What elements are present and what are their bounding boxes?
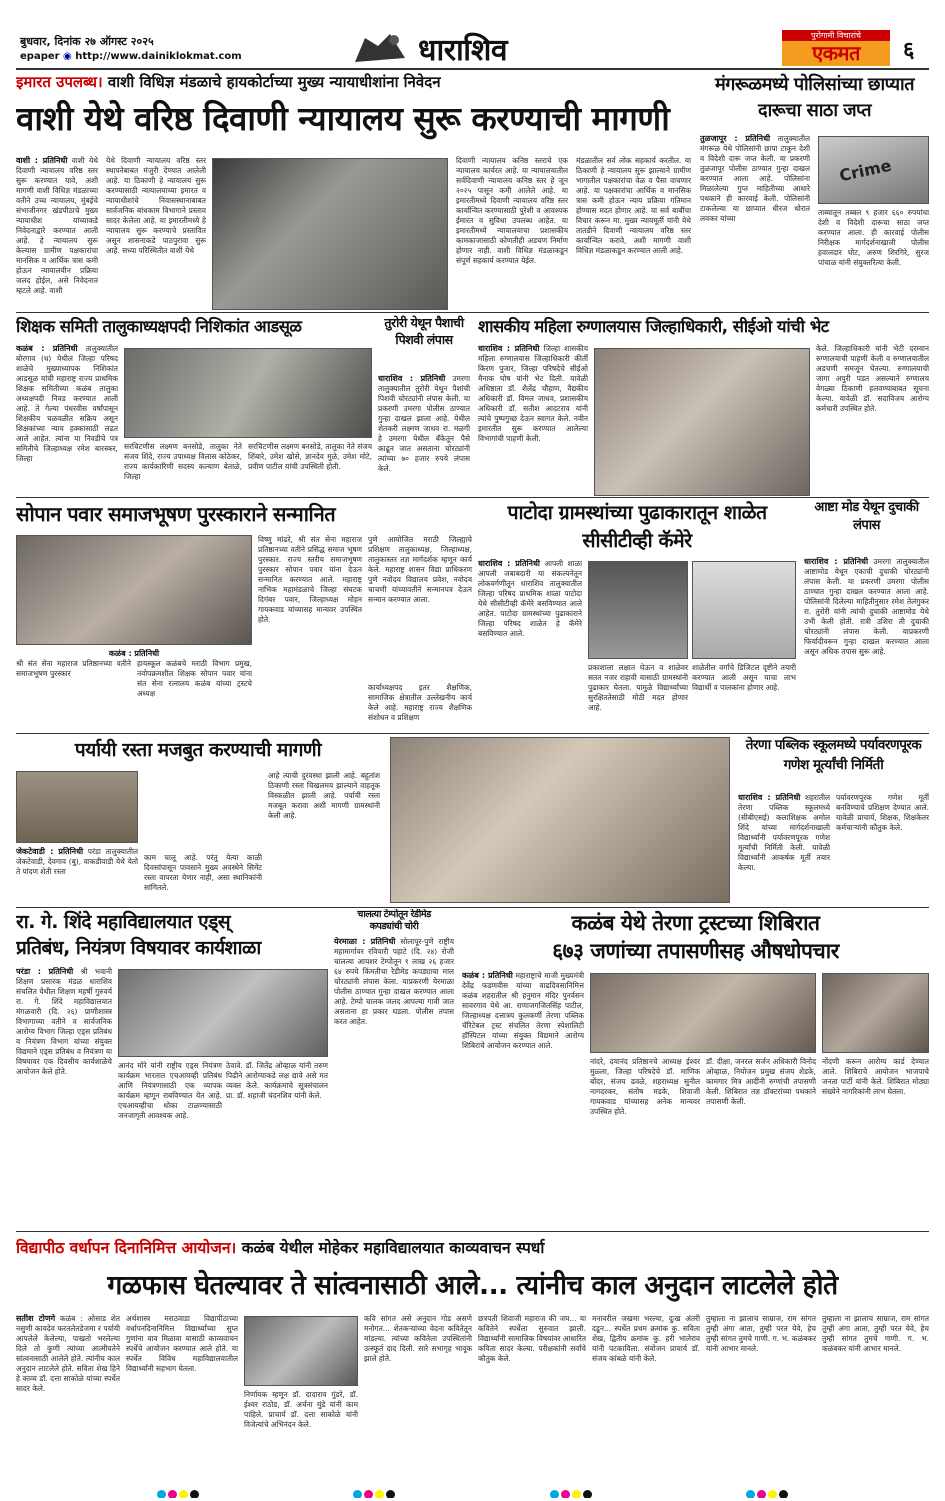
bottom-banner	[16, 1236, 929, 1260]
byline: वाशी : प्रतिनिधी	[16, 156, 68, 165]
byline: परंडा : प्रतिनिधी	[16, 967, 74, 976]
body: तालुक्यातील बोरगाव (ध) येथील जिल्हा परिषद शाळेचे मुख्याध्यापक निशिकांत आडसूळ यांची महाराष्ट्र राज्य प्राथमिक शिक्षक समितीच्या कळंब तालुका अध्यक्षपदी निवड करण्यात आली आहे. ते गेल्या पंधरवीस वर्षांपासून शिक्षकीय चळवळीत सक्रिय असून शिक्षकांच्या न्याय हक्कासाठी लढत आले आहेत. त्यांना या निवडीचे पत्र समितीचे जिल्हाध्यक्ष रमेश बारस्कर, जिल्हा	[16, 344, 118, 463]
banner-kicker: विद्यापीठ वर्धापन दिनानिमित्त आयोजन।	[16, 1239, 237, 1257]
photo-cctv-camera	[692, 561, 796, 659]
column-3: ठेवावे. डॉ. जितेंद्र ओव्हाळ यांनी तरुण पिढीने आरोग्याकडे लक्ष द्यावे असे मत व्यक्त केले. कार्यक्रमाचे सूत्रसंचालन प्रा. डॉ. शहाजी चंदनशिव यांनी केले.	[226, 1061, 328, 1100]
body: परंडा तालुक्यातील जेकटेवाडी, देवगाव (बु), वाकडीवाडी येथे येतो ते पांदण शेती रस्ता	[16, 847, 138, 876]
headline-line-2: ६७३ जणांच्या तपासणीसह औषधोपचार	[552, 939, 839, 963]
headline: आष्टा मोड येथून दुचाकी लंपास	[814, 500, 919, 533]
column-2: आनंद मोरे यांनी राष्ट्रीय एड्स नियंत्रण कार्यक्रम भारतात एचआयव्ही प्रतिबंध आणि नियंत्रणासाठी एक व्यापक कार्यक्रम म्हणून राबविण्यात येत आहे. एचआयव्हीचा धोका टाळण्यासाठी जनजागृती आवश्यक आहे.	[118, 1061, 222, 1120]
page-number: ६	[903, 38, 914, 63]
column-7: तुम्हाला ना झालाच साम्राज, राम सांगत तुम्ही अंगा आता, तुम्ही परत येवे, हेच तुम्ही सांगत तुमचे गाणी. ग. भ. कळंबकर यांनी आभार मानले.	[706, 1314, 816, 1353]
body: सोलापूर-पुणे राष्ट्रीय महामार्गावर रविवारी पहाटे (दि. २४) रोजी चालत्या आयशर टेम्पोतून १ लाख २६ हजार ६४ रुपये किंमतीचा रेडीमेड कपड्याचा माल चोरट्यांनी लंपास केला. याप्रकरणी येरमाळा पोलीस ठाण्यात गुन्हा दाखल करण्यात आला आहे. टेम्पो चालक जलद आपल्या गावी जात असताना हा प्रकार घडला. पोलीस तपास करत आहेत.	[334, 937, 454, 1026]
body-column	[804, 557, 929, 731]
column-1	[478, 559, 582, 731]
photo-patients	[822, 973, 929, 1053]
column-4: नोंदणी करून आरोग्य कार्ड देण्यात आले. शिबिराचे आयोजन भाजपाचे जनता पार्टी यांनी केले. शिबिरात मोठ्या संख्येने नागरिकांनी लाभ घेतला.	[822, 1057, 929, 1096]
byline: धाराशिव : प्रतिनिधी	[378, 374, 446, 383]
registration-dot	[561, 1490, 570, 1498]
section-name: धाराशिव	[418, 33, 508, 68]
photo-crime-tape	[818, 136, 929, 204]
column-1	[16, 344, 118, 496]
article-award	[16, 499, 472, 731]
color-dot-group	[352, 1484, 396, 1498]
article-cctv	[478, 499, 796, 731]
brand-name: एकमत	[812, 41, 860, 65]
article-liquor-raid	[700, 72, 929, 310]
byline: कळंब : प्रतिनिधी	[462, 971, 513, 980]
column-4: कवि सांगत असे अनुदान गोड असणे मनोगत... शेतकऱ्यांच्या वेदना कवितेतून मांडल्या. त्यांच्या कवितेला उपस्थितांनी उत्स्फूर्त दाद दिली. सारे सभागृह भावूक झाले होते.	[364, 1314, 472, 1363]
column-2: पर्यावरणपूरक गणेश मूर्ती बनविण्याचे प्रशिक्षण देण्यात आले. यावेळी प्राचार्य, शिक्षक, शिक्षकेतर कर्मचाऱ्यांनी कौतुक केले.	[836, 793, 929, 832]
byline: येरमाळा : प्रतिनिधी	[334, 937, 396, 946]
color-dot-group	[745, 1484, 789, 1498]
article-clothes-theft	[334, 909, 454, 1229]
body: आपली शाळा आपली जबाबदारी या संकल्पनेतून लोकवर्गणीतून धाराशिव तालुक्यातील जिल्हा परिषद प्राथमिक शाळा पाटोदा येथे सीसीटीव्ही कॅमेरे बसविण्यात आले आहेत. पाटोदा ग्रामस्थांच्या पुढाकाराने जिल्हा परिषद शाळेत हे कॅमेरे बसविण्यात आले.	[478, 559, 582, 638]
photo-students-ganesh-idols	[390, 737, 730, 903]
headline: तुरोरी येथून पैशाची पिशवी लंपास	[384, 315, 464, 347]
color-dots	[0, 1484, 945, 1498]
headline: गळफास घेतल्यावर ते सांत्वनासाठी आले... त्यांनीच काल अनुदान लाटलेले होते	[107, 1270, 838, 1301]
masthead	[0, 0, 945, 70]
photo-poetry-competition	[244, 1316, 358, 1386]
photo-cctv-screen	[588, 561, 688, 659]
body-column	[378, 374, 470, 496]
column-1	[16, 1314, 120, 1482]
registration-dot	[168, 1490, 177, 1498]
body: उमरगा तालुक्यातील तुरोरी येथून पैशांची पिशवी चोरट्यांनी लंपास केली. या प्रकरणी उमरगा पोलीस ठाण्यात गुन्हा दाखल झाला आहे. येथील शेतकरी लक्ष्मण जाधव रा. मळगी हे उमरगा येथील बँकेतून पैसे काढून जात असताना चोरट्यांनी त्यांच्या ७० हजार रुपये लंपास केले.	[378, 374, 470, 473]
body: तालुक्यातील मंगरूळ येथे पोलिसांनी छापा टाकून देशी व विदेशी दारू जप्त केली. या प्रकरणी तुळजापूर पोलीस ठाण्यात गुन्हा दाखल करण्यात आला आहे. पोलिसांना मिळालेल्या गुप्त माहितीच्या आधारे पथकाने ही कारवाई केली. पोलिसांनी टाकलेल्या या छाप्यात धीरज थोरात लवकर यांच्या	[700, 134, 810, 223]
color-dot-group	[549, 1484, 593, 1498]
headline: तेरणा पब्लिक स्कूलमध्ये पर्यावरणपूरक गणेश मूर्त्यांची निर्मिती	[745, 737, 922, 773]
article-aids-workshop	[16, 909, 328, 1229]
column-1	[478, 344, 588, 496]
column-4: कार्याध्यक्षपद इतर शैक्षणिक, सामाजिक क्षेत्रातील उल्लेखनीय कार्य केले आहे. महाराष्ट्र राज्य शैक्षणिक संशोधन व प्रशिक्षण	[368, 683, 472, 722]
article-bike-theft	[804, 499, 929, 731]
article-teacher-committee	[16, 314, 372, 496]
byline: जेकटेवाडी : प्रतिनिधी	[16, 847, 84, 856]
headline: शासकीय महिला रुग्णालयास जिल्हाधिकारी, सीईओ यांची भेट	[478, 317, 829, 336]
epaper-label: epaper	[20, 51, 60, 62]
section-logo-icon	[350, 28, 410, 66]
caption-col-2: हायस्कूल कळंबचे मराठी विभाग प्रमुख, नवोपक्रमशील शिक्षक सोपान पवार यांना संत सेना रत्नालय कळंब यांच्या ट्रस्टचे अध्यक्ष	[137, 659, 252, 698]
body: श्री भवानी शिक्षण प्रसारक मंडळ धाराशिव संचलित येथील शिक्षण महर्षी गुरुवर्य रा. गे. शिंदे महाविद्यालयात मंगळवारी (दि. २६) प्राणीशास्त्र विभागाच्या वतीने व सार्वजनिक आरोग्य विभाग जिल्हा एड्स प्रतिबंध व नियंत्रण विभाग यांच्या संयुक्त विद्यमाने एड्स प्रतिबंध व नियंत्रण या विषयावर एक दिवसीय कार्यशाळेचे आयोजन केले होते.	[16, 967, 112, 1076]
registration-dot	[157, 1490, 166, 1498]
column-4: मंडळातील सर्व लोक सहकार्य करतील. या ठिकाणी हे न्यायालय सुरू झाल्याने ग्रामीण भागातील पक्षकारांचा वेळ व पैसा वाचणार आहे. या पक्षकारांचा आर्थिक व मानसिक त्रास कमी होऊन न्याय प्रक्रिया गतिमान होण्यास मदत होणार आहे. या सर्व बाबींचा विचार करून मा. मुख्य न्यायमूर्ती यांनी येथे तातडीने दिवाणी न्यायालय वरिष्ठ स्तर कार्यान्वित करावे, अशी मागणी वाशी विधिज्ञ मंडळाकडून करण्यात आली आहे.	[576, 156, 691, 255]
column-2: प्रकाशाला लक्षात घेऊन व शाळेवर सतत नजर राहावी यासाठी ग्रामस्थांनी पुढाकार घेतला. यामुळे विद्यार्थ्यांच्या सुरक्षिततेसाठी मोठी मदत होणार आहे.	[588, 663, 688, 712]
top-banner	[16, 72, 691, 94]
column-3: सरचिटणीस लक्ष्मण बनसोडे, तालुका नेते संजय शिंबारे, उमेश खोसे, ज्ञानदेव मुळे, उमेश मोटे, प्रवीण पाटील यांची उपस्थिती होती.	[248, 442, 372, 471]
byline: धाराशिव : प्रतिनिधी	[738, 793, 801, 802]
article-road	[16, 735, 380, 905]
article-health-camp	[462, 909, 929, 1229]
headline-line-2: प्रतिबंध, नियंत्रण विषयावर कार्यशाळा	[16, 937, 261, 959]
brand-box	[782, 30, 890, 66]
article-poetry	[16, 1262, 929, 1482]
column-3: आहे त्याची दुरवस्था झाली आहे. बहुतांश ठिकाणी रस्ता चिखलमय झाल्याने वाहतूक विस्कळीत झाली आहे. पर्यायी रस्ता मजबूत करावा अशी मागणी ग्रामस्थांनी केली आहे.	[268, 771, 380, 820]
registration-dot	[768, 1490, 777, 1498]
photo-teacher-felicitation	[124, 348, 372, 438]
article-hospital-visit	[478, 314, 929, 496]
body: कळंब : ओसाड शेत नसुणी कायदेव फरतलेतडेजमा र पर्यायी आपलेले केलेल्या, पाखतो भरलेल्या दिले तो कुणी त्यांच्या आत्मीयतेने सांत्वनासाठी आलेले होते. त्यांनीच काल अनुदान लाटलेले होते. सविता शेख हिने हे काव्य डॉ. दत्ता साकोळे यांच्या स्पर्धेत सादर केले.	[16, 1314, 120, 1393]
column-2: येथे दिवाणी न्यायालय वरिष्ठ स्तर स्थापनेबाबत मंजुरी देण्यात आलेली आहे. या ठिकाणी हे न्यायालय सुरू करण्यासाठी न्यायालयाच्या इमारत व न्यायाधीशांचे निवासस्थानाबाबत सार्वजनिक बांधकाम विभागाने प्रस्ताव सादर केलेला आहे. या इमारतीमध्ये हे न्यायालय सुरू करण्याचे प्रस्तावित असून शासनाकडे पाठपुरावा सुरू आहे. सध्या परिस्थितीत वाशी येथे	[106, 156, 206, 255]
footer-registration-marks	[0, 1484, 945, 1498]
registration-dot	[757, 1490, 766, 1498]
column-5: छत्रपती शिवाजी महाराज की जय... या कवितेने स्पर्धेला सुरुवात झाली. विद्यार्थ्यांनी सामाजिक विषयांवर आधारित कविता सादर केल्या. परीक्षकांनी सर्वांचे कौतुक केले.	[478, 1314, 586, 1363]
banner-kicker: इमारत उपलब्ध।	[16, 73, 103, 91]
headline-line-1: रा. गे. शिंदे महाविद्यालयात एड्स्	[16, 911, 231, 933]
column-3: दिवाणी न्यायालय कनिष्ठ स्तराचे एक न्यायालय कार्यरत आहे. या न्यायालयातील सर्वदिवाणी न्यायालय कनिष्ठ स्तर हे जून २०२५ पासून कमी आलेले आहे. या इमारतीमध्ये दिवाणी न्यायालय वरिष्ठ स्तर कार्यान्वित करण्यासाठी पुरेशी व आवश्यक ईमारत व सुविधा उपलब्ध आहेत. या इमारतीमध्ये न्यायालयाचा प्रशासकीय कामकाजासाठी कोणतीही अडचण निर्माण होणार नाही. वाशी विधिज्ञ मंडळाकडून संपूर्ण सहकार्य करण्यात येईल.	[456, 156, 568, 265]
crime-icon: Crime	[837, 155, 894, 186]
headline-line-1: कळंब येथे तेरणा ट्रस्टच्या शिबिरात	[571, 911, 820, 935]
website-link[interactable]: http://www.dainiklokmat.com	[75, 51, 242, 62]
column-3: निर्णायक म्हणून डॉ. दादाराव गुंडरे, डॉ. ईश्वर राठोड, डॉ. अर्चना मुंडे यांनी काम पाहिले. प्राचार्य डॉ. दत्ता साकोळे यांनी विजेत्यांचे अभिनंदन केले.	[244, 1390, 358, 1429]
column-1	[16, 156, 98, 310]
byline: कळंब : प्रतिनिधी	[108, 649, 160, 658]
headline: सोपान पवार समाजभूषण पुरस्काराने सन्मानित	[16, 502, 336, 526]
column-1	[16, 967, 112, 1229]
column-8: तुम्हाला ना झालाच साम्राज, राम सांगत तुम्ही अंगा आता, तुम्ही परत येवे, हेच तुम्ही सांगत तुमचे गाणी. ग. भ. कळंबकर यांनी आभार मानले.	[822, 1314, 929, 1353]
registration-dot	[353, 1490, 362, 1498]
column-2: ताब्यातून तब्बल ९ हजार ६६० रुपयांचा देशी व विदेशी दारूचा साठा जप्त करण्यात आला. ही कारवाई पोलीस निरीक्षक मार्गदर्शनाखाली पोलीस हवालदार घोट, अरुण शिरगिरे, सुरज पांचाळ यांनी संयुक्तरित्या केली.	[818, 208, 929, 267]
byline: धाराशिव : प्रतिनिधी	[478, 559, 540, 568]
column-3: पुणे आयोजित मराठी जिल्ह्याचे प्रशिक्षण तालुकाध्यक्ष, जिल्हाध्यक्ष, तालुकास्तर तज्ञ मार्गदर्शक म्हणून कार्य केले. महाराष्ट्र शासन विद्या प्राधिकरण पुणे नवोदय विद्यालय प्रवेश, नवोदय चाचणी यांच्यावतीने सन्मानपत्र देऊन सन्मान करण्यात आला.	[368, 535, 472, 604]
column-6: मनावरील जखमा भरल्या, दुःख अंतरी दडून... स्पर्धेत प्रथम क्रमांक कु. सविता शेख, द्वितीय क्रमांक कु. हरी भालेराव यांनी पटकाविला. संयोजन प्राचार्य डॉ. संजय कांबळे यांनी केले.	[592, 1314, 700, 1363]
headline: वाशी येथे वरिष्ठ दिवाणी न्यायालय सुरू करण्याची मागणी	[16, 99, 670, 138]
byline: सतीश टोणगे	[16, 1314, 56, 1323]
column-1	[16, 847, 138, 905]
registration-dot	[386, 1490, 395, 1498]
column-2: नांदरे, दयानंद प्रतिष्ठानचे आध्यक्ष ईश्वर मुळ्ला, जिल्हा परिषदेचे डॉ. माणिक बोंदर, संजय ढवळे, शहराध्यक्ष सुनील नागदरकर, संतोष मडके, शिवाजी गायकवाड यांच्यासह अनेक मान्यवर उपस्थित होते.	[590, 1057, 700, 1116]
caption-col-1: श्री संत सेना महाराज प्रतिष्ठानच्या वतीने समाजभूषण पुरस्कार	[16, 659, 131, 678]
headline: मंगरूळमध्ये पोलिसांच्या छाप्यात दारूचा साठा जप्त	[715, 74, 914, 121]
registration-dot	[364, 1490, 373, 1498]
registration-dot	[375, 1490, 384, 1498]
photo-award-ceremony	[16, 535, 252, 645]
column-2: काम चालू आहे. परंतु येत्या काळी दिवसांपासून पावसाने मुख्य अवस्थेने सिमेंट रस्ता वापरता येणार नाही, असा स्थानिकांनी सांगितले.	[144, 853, 262, 892]
body: उमरगा तालुक्यातील आष्टामोड येथून एकाची दुचाकी चोरट्यांनी लंपास केली. या प्रकरणी उमरगा पोलीस ठाण्यात गुन्हा दाखल करण्यात आला आहे. पोलिसांनी दिलेल्या माहितीनुसार रमेश तेलंगुकर रा. तुरोरी यांनी त्यांची दुचाकी आष्टामोड येथे उभी केली होती. रात्री उशिरा ती दुचाकी चोरट्यांनी लंपास केली. याप्रकरणी फिर्यादीवरून गुन्हा दाखल करण्यात आला असून अधिक तपास सुरू आहे.	[804, 557, 929, 656]
photo-court-delegation	[212, 158, 448, 310]
banner-text: वाशी विधिज्ञ मंडळाचे हायकोर्टाच्या मुख्य न्यायाधीशांना निवेदन	[107, 73, 441, 91]
byline: कळंब : प्रतिनिधी	[16, 344, 78, 353]
body: जिल्हा शासकीय महिला रुग्णालयास जिल्हाधिकारी कीर्ती किरण पुजार, जिल्हा परिषदेचे सीईओ मैनाक घोष यांनी भेट दिली. यावेळी अधिष्ठाता डॉ. शैलेंद्र चौहाण, वैद्यकीय अधिकारी डॉ. विमल जाधव, प्रशासकीय अधिकारी डॉ. सतीश आदटराव यांनी त्यांचे पुष्पगुच्छ देऊन स्वागत केले. नवीन इमारतीत सुरू करण्यात आलेल्या विभागांची पाहणी केली.	[478, 344, 588, 443]
column-3: शाळेतील वर्गांचे डिजिटल दृष्टीने तयारी करण्यात आली असून याचा लाभ विद्यार्थी व पालकांना होणार आहे.	[692, 663, 796, 692]
body: वाशी येथे दिवाणी न्यायालय वरिष्ठ स्तर सुरू करण्यात यावे, अशी मागणी वाशी विधिज्ञ मंडळाच्या वतीने उच्च न्यायालय, मुंबईचे संभाजीनगर खंडपीठाचे मुख्य न्यायाधीश यांच्याकडे निवेदनाद्वारे करण्यात आली आहे. हे न्यायालय सुरू केल्यास ग्रामीण पक्षकारांचा मानसिक व आर्थिक त्रास कमी होऊन न्यायालयीन प्रक्रिया जलद होईल, असे निवेदनात म्हटले आहे. वाशी	[16, 156, 98, 295]
column-2: अर्थशास्त्र मराठवाडा विद्यापीठाच्या वर्धापनदिनानिमित्त विद्यार्थ्यांच्या सुप्त गुणांना वाव मिळावा यासाठी काव्यवाचन स्पर्धेचे आयोजन करण्यात आले होते. या स्पर्धेत विविध महाविद्यालयातील विद्यार्थ्यांनी सहभाग घेतला.	[126, 1314, 238, 1373]
photo-damaged-road	[16, 771, 138, 843]
registration-dot	[572, 1490, 581, 1498]
column-1	[700, 134, 810, 310]
body: शहरातील तेरणा पब्लिक स्कूलमध्ये (सीबीएसई) कलाशिक्षक अमोल शिंदे यांच्या मार्गदर्शनाखाली विद्यार्थ्यांनी पर्यावरणपूरक गणेश मूर्त्यांची निर्मिती केली. यावेळी विद्यार्थ्यांनी आकर्षक मूर्ती तयार केल्या.	[738, 793, 830, 872]
registration-dot	[179, 1490, 188, 1498]
globe-icon: ◉	[63, 51, 72, 62]
photo-hospital-officials	[594, 348, 810, 496]
registration-dot	[746, 1490, 755, 1498]
headline-line-1: चालत्या टेम्पोतून रेडीमेड	[357, 909, 431, 920]
article-bag-theft	[378, 314, 470, 496]
byline: तुळजापूर : प्रतिनिधी	[700, 134, 771, 143]
article-eco-ganesh	[738, 735, 929, 905]
brand-tag: पुरोगामी विचारांचे	[782, 30, 890, 41]
date-line: बुधवार, दिनांक २७ ऑगस्ट २०२५	[20, 35, 154, 48]
article-court	[16, 96, 691, 310]
column-2: केले. जिल्हाधिकारी यांनी भेटी दरम्यान रुग्णालयाची पाहणी केली व रुग्णालयातील अडचणी समजून घेतल्या. रुग्णालयाची जागा अपुरी पडत असल्याने रुग्णालय वेगळ्या ठिकाणी हलवण्याबाबत सूचना केल्या. यावेळी डॉ. सदाविजय आरोग्य कर्मचारी उपस्थित होते.	[816, 344, 929, 413]
photo-health-camp	[590, 973, 816, 1053]
epaper-line	[20, 51, 242, 62]
byline: धाराशिव : प्रतिनिधी	[804, 557, 869, 566]
headline: शिक्षक समिती तालुकाध्यक्षपदी निशिकांत आडसूळ	[16, 317, 302, 336]
body: महाराष्ट्राचे माजी मुख्यमंत्री देवेंद्र फडणवीस यांच्या वाढदिवसानिमित्त कळंब शहरातील श्री हनुमान मंदिर पुनर्वसन सावरगाव येथे आ. राणाजगजितसिंह पाटील, जिल्हाध्यक्ष दत्तात्रय कुलकर्णी तेरणा पब्लिक चॅरिटेबल ट्रस्ट संचलित तेरणा स्पेशालिटी हॉस्पिटल यांच्या संयुक्त विद्यमाने आरोग्य शिबिराचे आयोजन करण्यात आले.	[462, 971, 584, 1050]
column-1	[738, 793, 830, 905]
column-1	[462, 971, 584, 1229]
column-3: डॉ. दीक्षा, जनरल सर्जन अधिकारी विनोद ओव्हाळ, नियोजन प्रमुख संजय शेडके, कामगार मित्र आदींनी रुग्णांची तपासणी केली. शिबिरात तज्ञ डॉक्टरांच्या पथकाने तपासणी केली.	[706, 1057, 816, 1106]
photo-aids-workshop	[118, 969, 328, 1057]
registration-dot	[583, 1490, 592, 1498]
headline: पाटोदा ग्रामस्थांच्या पुढाकारातून शाळेत सीसीटीव्ही कॅमेरे	[507, 501, 767, 552]
registration-dot	[779, 1490, 788, 1498]
body-column	[334, 937, 454, 1229]
column-2: विष्णु मांढरे, श्री संत सेना महाराज प्रतिष्ठानच्या वतीने प्रसिद्ध समाज भूषण पुरस्कार. राज्य स्तरीय समाजभूषण पुरस्कार सोपान पवार यांना देऊन सन्मानित करण्यात आले. महाराष्ट्र नाभिक महामंडळाचे जिल्हा संघटक दिगंबर पवार, जिल्हाध्यक्ष मोहन गायकवाड यांच्यासह मान्यवर उपस्थित होते.	[258, 535, 362, 624]
photo-caption	[16, 649, 252, 731]
registration-dot	[550, 1490, 559, 1498]
byline: धाराशिव : प्रतिनिधी	[478, 344, 540, 353]
registration-dot	[190, 1490, 199, 1498]
banner-text: कळंब येथील मोहेकर महाविद्यालयात काव्यवाचन स्पर्धा	[241, 1239, 545, 1257]
headline: पर्यायी रस्ता मजबुत करण्याची मागणी	[74, 739, 322, 761]
headline-line-2: कपड्यांची चोरी	[369, 921, 419, 932]
color-dot-group	[156, 1484, 200, 1498]
column-2: सरचिटणीस लक्ष्मण बनसोडे, तालुका नेते संजय शिंदे, राज्य उपाध्यक्ष विलास कोठेकर, राज्य कार्यकारिणी सदस्य कल्याण बेताळे, जिल्हा	[124, 442, 242, 481]
